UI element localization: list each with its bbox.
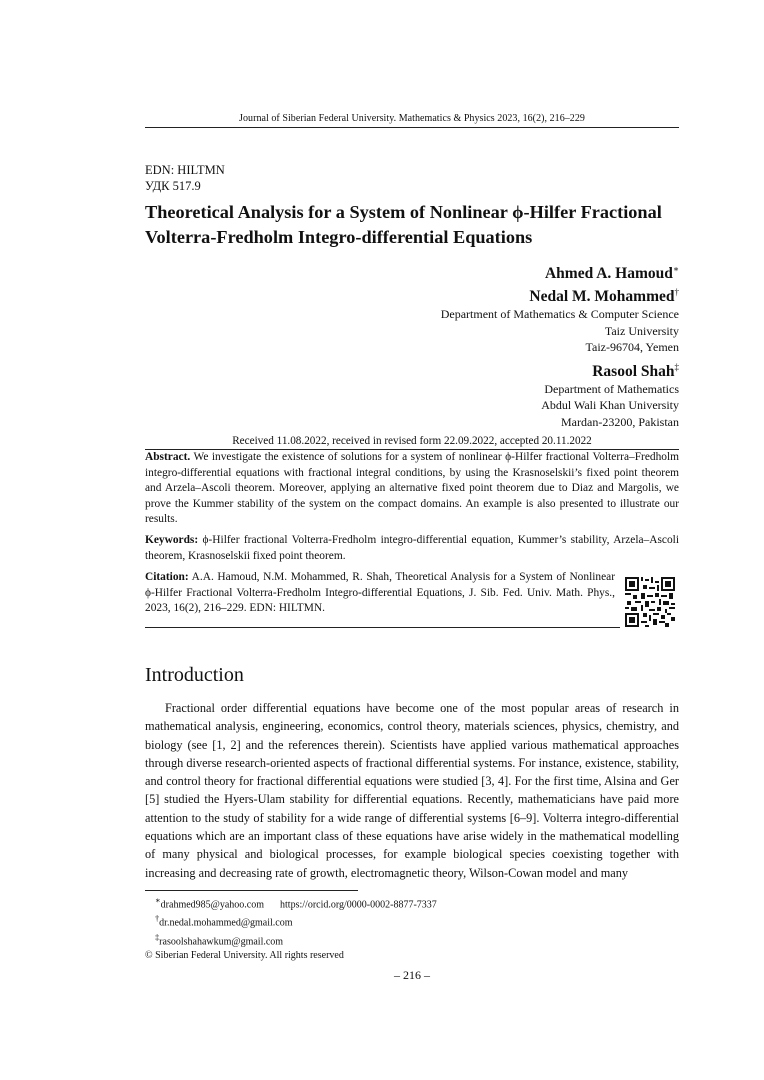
footnote-3-email[interactable]: rasoolshahawkum@gmail.com [159, 935, 284, 947]
qr-code-icon[interactable] [625, 577, 675, 627]
affiliation-1-line-3: Taiz-96704, Yemen [585, 340, 679, 355]
footnote-2 [145, 912, 437, 930]
footnote-1-orcid[interactable]: https://orcid.org/0000-0002-8877-7337 [280, 899, 437, 911]
author-2 [145, 283, 679, 306]
abstract-label: Abstract. [145, 451, 191, 463]
udk-code: УДК 517.9 [145, 179, 201, 193]
header-rule [145, 127, 679, 128]
received-dates: Received 11.08.2022, received in revised form 22.09.2022, accepted 20.11.2022 [232, 435, 592, 447]
footnote-1-email[interactable]: drahmed985@yahoo.com [160, 899, 265, 911]
author-1-name: Ahmed A. Hamoud [544, 265, 673, 283]
author-3 [145, 358, 679, 381]
footnote-rule [145, 890, 358, 891]
footnote-1 [145, 894, 437, 912]
abstract [145, 450, 679, 528]
affiliation-1-line-1: Department of Mathematics & Computer Science [440, 307, 679, 322]
author-2-mark: † [674, 287, 679, 298]
citation-rule [145, 627, 620, 628]
running-head: Journal of Siberian Federal University. Mathematics & Physics 2023, 16(2), 216–229 [239, 113, 585, 124]
introduction-paragraph: Fractional order differential equations have become one of the most popular areas of research in mathematical analysis, engineering, economics, control theory, materials sciences, physics, chemistry, and biology (see [1, 2] and the references therein). Scientists have applied various mathematical approaches through diverse research-oriented aspects of fractional differential systems. For instance, existence, stability, and control theory for fractional differential equations were studied [3, 4]. For the first time, Alsina and Ger [5] studied the Hyers-Ulam stability for differential equations. Recently, mathematicians have paid more attention to the study of stability for a wide range of differential systems [6–9]. Volterra integro-differential equations which are an important class of these equations have arise widely in the mathematical modelling of many physical and biological processes, for example biological species coexisting together with increasing and decreasing rate of growth, electromagnetic theory, Wilson-Cowan model and many [145, 701, 679, 880]
paper-title: Theoretical Analysis for a System of Nonlinear ϕ-Hilfer Fractional Volterra-Fredholm Integro-differential Equations [145, 202, 662, 247]
citation-text: A.A. Hamoud, N.M. Mohammed, R. Shah, Theoretical Analysis for a System of Nonlinear ϕ-Hilfer Fractional Volterra-Fredholm Integro-differential Equations, J. Sib. Fed. Univ. Math. Phys., 2023, 16(2), 216–229. EDN: HILTMN. [145, 571, 616, 615]
keywords [145, 533, 679, 564]
affiliation-2-line-3: Mardan-23200, Pakistan [561, 414, 679, 429]
footnote-1-mark: ∗ [155, 896, 161, 905]
copyright-notice: © Siberian Federal University. All rights reserved [145, 949, 344, 961]
footnote-3-mark: ‡ [155, 932, 160, 942]
author-1 [145, 260, 679, 283]
author-1-mark: ∗ [672, 264, 679, 274]
edn-code: EDN: HILTMN [145, 163, 225, 177]
affiliation-2-line-1: Department of Mathematics [544, 381, 679, 396]
page-number: – 216 – [394, 968, 430, 982]
author-block [145, 260, 679, 430]
keywords-text: ϕ-Hilfer fractional Volterra-Fredholm integro-differential equation, Kummer’s stability, Arzela–Ascoli theorem, Krasnoselskii fixed point theorem. [145, 534, 679, 562]
affiliation-1-line-2: Taiz University [604, 323, 679, 338]
author-2-name: Nedal M. Mohammed [529, 288, 675, 306]
footnote-2-email[interactable]: dr.nedal.mohammed@gmail.com [159, 917, 293, 929]
affiliation-2-line-2: Abdul Wali Khan University [541, 398, 679, 413]
abstract-text: We investigate the existence of solutions for a system of nonlinear ϕ-Hilfer fractional Volterra–Fredholm integro-differential equations with fractional integral conditions, by using the Krasnoselskii’s fixed point theorem and Arzela–Ascoli theorem. Moreover, applying an alternative fixed point theorem due to Diaz and Margolis, we prove the Kummer stability of the system on the compact domains. An example is also presented to illustrate our results. [145, 451, 679, 526]
author-3-mark: ‡ [674, 361, 679, 372]
citation-label: Citation: [145, 571, 189, 583]
footnote-2-mark: † [155, 914, 160, 924]
identifiers [145, 162, 225, 194]
author-3-name: Rasool Shah [592, 362, 675, 380]
keywords-label: Keywords: [145, 534, 199, 546]
section-heading-introduction: Introduction [145, 664, 244, 686]
citation [145, 570, 615, 617]
footnotes [145, 894, 437, 963]
footnote-3 [145, 931, 437, 949]
